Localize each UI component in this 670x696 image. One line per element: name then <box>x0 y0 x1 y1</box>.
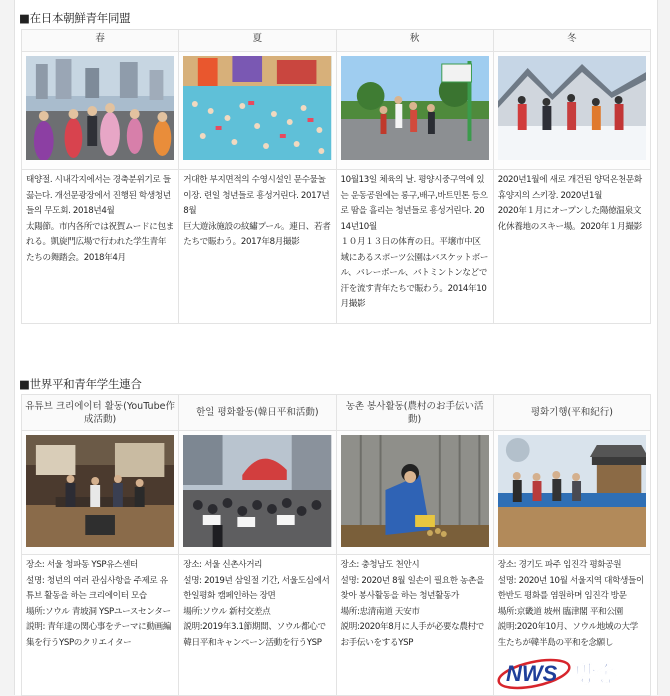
dance-festival-photo <box>26 56 174 160</box>
header-summer: 夏 <box>179 30 336 52</box>
photo-cell-youtube <box>22 431 179 555</box>
farm-volunteer-photo <box>341 435 489 547</box>
creator-meeting-photo <box>26 435 174 547</box>
photo-cell-summer <box>179 52 336 170</box>
ysp-table <box>21 394 651 696</box>
caption-korea-japan: 장소: 서울 신촌사거리 설명: 2019년 삼일절 기간, 서울도심에서 한일평화 캠페인하는 장면 場所:ソウル 新村交差点 説明:2019年3.1節期間、ソウル都心で韓日平和キャンペーン活動を行うYSP <box>179 555 336 696</box>
section-title-ysp: ■世界平和青年学生連合 <box>19 377 142 391</box>
section-title-chongryon-youth: ■在日本朝鮮青年同盟 <box>19 11 131 25</box>
header-korea-japan-peace: 한일 평화활동(韓日平和活動) <box>179 395 336 431</box>
caption-spring: 태양절. 시내각지에서는 경축분위기로 들끓는다. 개선문광장에서 진행된 학생청년들의 무도회. 2018년4월 太陽節。市内各所では祝賀ムードに包まれる。凱旋門広場で行われた学生青年たちの舞踏会。2018年4月 <box>22 170 179 324</box>
season-table <box>21 29 651 324</box>
ski-resort-photo <box>498 56 646 160</box>
photo-cell-korea-japan <box>179 431 336 555</box>
street-campaign-photo <box>183 435 331 547</box>
photo-cell-farm <box>336 431 493 555</box>
sports-park-photo <box>341 56 489 160</box>
header-farm-volunteer: 농촌 봉사활동(農村のお手伝い活動) <box>336 395 493 431</box>
photo-cell-peace-trip <box>493 431 650 555</box>
header-spring: 春 <box>22 30 179 52</box>
caption-autumn: 10월13일 체육의 날. 평양시중구역에 있는 운동공원에는 롱구,배구,바트민톤 등으로 땀을 흘리는 청년들로 흥성거린다. 2014년10월 １０月１３日の体育の日。平壌市中区域にあるスポーツ公園はバスケットボール、バレーボール、バトミントンなどで汗を流す青年たちで賑わう。2014年10月撮影 <box>336 170 493 324</box>
water-park-photo <box>183 56 331 160</box>
watermark-brand-korean: 방송 <box>574 663 617 688</box>
page <box>14 0 658 695</box>
header-peace-trip: 평화기행(平和紀行) <box>493 395 650 431</box>
caption-farm: 장소: 충청남도 천안시 설명: 2020년 8월 일손이 필요한 농촌을 찾아 봉사활동을 하는 청년활동가 場所:忠清南道 天安市 説明:2020年8月に人手が必要な農村でお手伝いをするYSP <box>336 555 493 696</box>
photo-cell-spring <box>22 52 179 170</box>
caption-youtube: 장소: 서울 청파동 YSP유스센터 설명: 청년의 여러 관심사항을 주제로 유튜브 활동을 하는 크리에이터 모습 場所:ソウル 青坡洞 YSPユースセンター 説明: 青年達の関心事をテーマに動画編集を行うYSPのクリエイター <box>22 555 179 696</box>
photo-cell-winter <box>493 52 650 170</box>
caption-peace-trip: 장소: 경기도 파주 임진각 평화공원 설명: 2020년 10월 서울지역 대학생들이 한반도 평화를 염원하며 임진각 방문 場所:京畿道 坡州 臨津閣 平和公園 説明:2020年10月、ソウル地域の大学生たちが韓半島の平和を念願し <box>493 555 650 696</box>
header-autumn: 秋 <box>336 30 493 52</box>
caption-winter: 2020년1월에 새로 개건된 양덕온천문화휴양지의 스키장. 2020년1월 2020年１月にオープンした陽徳温泉文化休養地のスキー場。2020年１月撮影 <box>493 170 650 324</box>
header-youtube-activity: 유튜브 크리에이터 활동(YouTube作成活動) <box>22 395 179 431</box>
nws-watermark-logo <box>496 652 646 692</box>
photo-cell-autumn <box>336 52 493 170</box>
caption-summer: 거대한 부지면적의 수영시설인 문수물놀이장. 련일 청년들로 흥성거린다. 2017년8월 巨大遊泳施設の紋繡プール。連日、若者たちで賑わう。2017年8月撮影 <box>179 170 336 324</box>
header-winter: 冬 <box>493 30 650 52</box>
peace-trip-photo <box>498 435 646 547</box>
watermark-brand-latin: NWS <box>506 661 558 686</box>
